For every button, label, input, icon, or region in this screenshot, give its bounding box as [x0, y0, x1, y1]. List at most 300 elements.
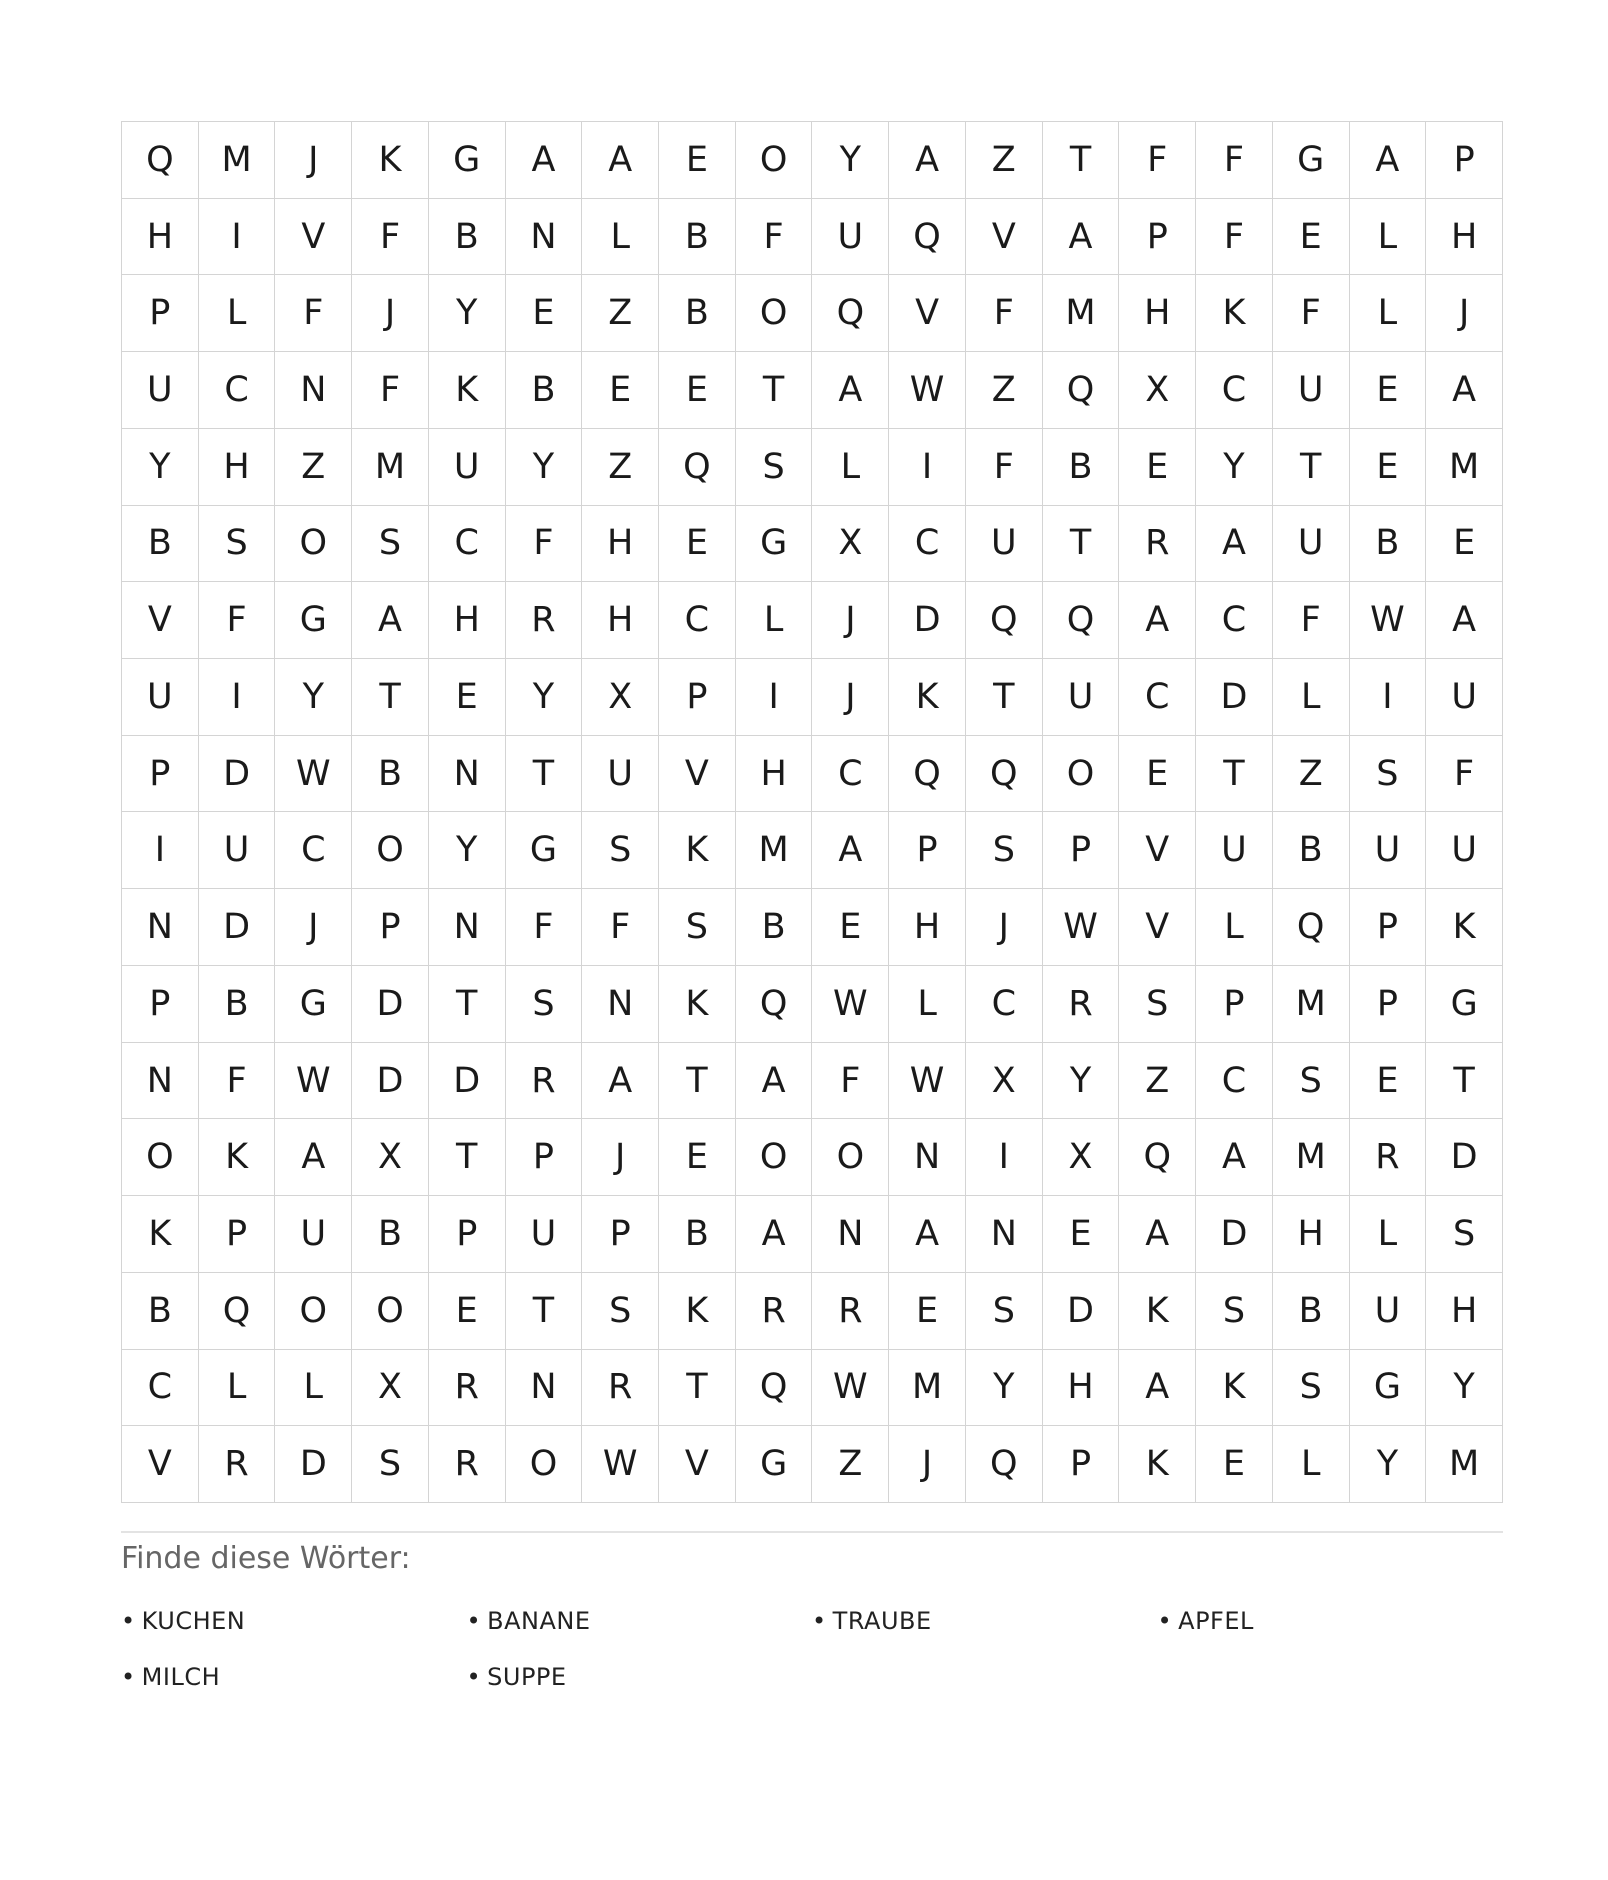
grid-cell[interactable]: U [966, 506, 1043, 583]
grid-cell[interactable]: O [736, 1119, 813, 1196]
grid-cell[interactable]: H [1043, 1350, 1120, 1427]
grid-cell[interactable]: Y [275, 659, 352, 736]
grid-cell[interactable]: K [1119, 1426, 1196, 1503]
grid-cell[interactable]: Q [966, 1426, 1043, 1503]
grid-cell[interactable]: T [659, 1043, 736, 1120]
grid-cell[interactable]: O [736, 275, 813, 352]
grid-cell[interactable]: A [1119, 1196, 1196, 1273]
grid-cell[interactable]: L [1350, 199, 1427, 276]
grid-cell[interactable]: Q [1119, 1119, 1196, 1196]
grid-cell[interactable]: V [659, 1426, 736, 1503]
grid-cell[interactable]: U [506, 1196, 583, 1273]
grid-cell[interactable]: X [1043, 1119, 1120, 1196]
grid-cell[interactable]: A [812, 352, 889, 429]
grid-cell[interactable]: D [199, 736, 276, 813]
grid-cell[interactable]: B [1350, 506, 1427, 583]
grid-cell[interactable]: J [275, 889, 352, 966]
grid-cell[interactable]: A [736, 1043, 813, 1120]
grid-cell[interactable]: H [1273, 1196, 1350, 1273]
grid-cell[interactable]: Q [122, 122, 199, 199]
grid-cell[interactable]: P [1043, 1426, 1120, 1503]
grid-cell[interactable]: T [1196, 736, 1273, 813]
grid-cell[interactable]: U [582, 736, 659, 813]
grid-cell[interactable]: H [889, 889, 966, 966]
grid-cell[interactable]: Z [1119, 1043, 1196, 1120]
grid-cell[interactable]: E [1196, 1426, 1273, 1503]
grid-cell[interactable]: T [506, 736, 583, 813]
grid-cell[interactable]: U [1273, 506, 1350, 583]
grid-cell[interactable]: M [1273, 1119, 1350, 1196]
grid-cell[interactable]: J [889, 1426, 966, 1503]
grid-cell[interactable]: K [352, 122, 429, 199]
grid-cell[interactable]: L [199, 275, 276, 352]
grid-cell[interactable]: H [582, 506, 659, 583]
grid-cell[interactable]: T [429, 966, 506, 1043]
grid-cell[interactable]: Q [199, 1273, 276, 1350]
grid-cell[interactable]: L [1350, 275, 1427, 352]
grid-cell[interactable]: K [199, 1119, 276, 1196]
grid-cell[interactable]: R [812, 1273, 889, 1350]
grid-cell[interactable]: B [1273, 1273, 1350, 1350]
grid-cell[interactable]: F [812, 1043, 889, 1120]
grid-cell[interactable]: F [352, 199, 429, 276]
grid-cell[interactable]: H [1119, 275, 1196, 352]
grid-cell[interactable]: C [199, 352, 276, 429]
grid-cell[interactable]: L [736, 582, 813, 659]
grid-cell[interactable]: R [506, 582, 583, 659]
grid-cell[interactable]: V [659, 736, 736, 813]
grid-cell[interactable]: Y [1196, 429, 1273, 506]
grid-cell[interactable]: Z [966, 352, 1043, 429]
grid-cell[interactable]: V [122, 1426, 199, 1503]
grid-cell[interactable]: Y [429, 812, 506, 889]
grid-cell[interactable]: P [199, 1196, 276, 1273]
grid-cell[interactable]: A [275, 1119, 352, 1196]
grid-cell[interactable]: O [122, 1119, 199, 1196]
grid-cell[interactable]: P [659, 659, 736, 736]
grid-cell[interactable]: C [122, 1350, 199, 1427]
grid-cell[interactable]: M [736, 812, 813, 889]
grid-cell[interactable]: U [429, 429, 506, 506]
grid-cell[interactable]: O [275, 1273, 352, 1350]
grid-cell[interactable]: S [1350, 736, 1427, 813]
grid-cell[interactable]: N [506, 1350, 583, 1427]
grid-cell[interactable]: X [812, 506, 889, 583]
grid-cell[interactable]: P [1119, 199, 1196, 276]
grid-cell[interactable]: J [275, 122, 352, 199]
grid-cell[interactable]: U [122, 352, 199, 429]
grid-cell[interactable]: O [736, 122, 813, 199]
grid-cell[interactable]: A [1043, 199, 1120, 276]
grid-cell[interactable]: U [1273, 352, 1350, 429]
grid-cell[interactable]: A [812, 812, 889, 889]
grid-cell[interactable]: A [1426, 352, 1503, 429]
grid-cell[interactable]: D [199, 889, 276, 966]
grid-cell[interactable]: G [1426, 966, 1503, 1043]
grid-cell[interactable]: Q [736, 1350, 813, 1427]
grid-cell[interactable]: I [122, 812, 199, 889]
grid-cell[interactable]: S [1196, 1273, 1273, 1350]
grid-cell[interactable]: E [1273, 199, 1350, 276]
grid-cell[interactable]: C [1196, 582, 1273, 659]
grid-cell[interactable]: K [429, 352, 506, 429]
grid-cell[interactable]: P [122, 736, 199, 813]
grid-cell[interactable]: F [582, 889, 659, 966]
grid-cell[interactable]: B [122, 1273, 199, 1350]
grid-cell[interactable]: K [659, 1273, 736, 1350]
grid-cell[interactable]: T [736, 352, 813, 429]
grid-cell[interactable]: Q [889, 736, 966, 813]
grid-cell[interactable]: L [1273, 659, 1350, 736]
grid-cell[interactable]: X [352, 1119, 429, 1196]
grid-cell[interactable]: S [1119, 966, 1196, 1043]
grid-cell[interactable]: V [966, 199, 1043, 276]
grid-cell[interactable]: S [966, 1273, 1043, 1350]
grid-cell[interactable]: D [352, 1043, 429, 1120]
grid-cell[interactable]: W [1350, 582, 1427, 659]
grid-cell[interactable]: D [1196, 659, 1273, 736]
grid-cell[interactable]: W [582, 1426, 659, 1503]
grid-cell[interactable]: O [352, 1273, 429, 1350]
grid-cell[interactable]: E [1119, 429, 1196, 506]
grid-cell[interactable]: L [812, 429, 889, 506]
grid-cell[interactable]: Q [1043, 352, 1120, 429]
grid-cell[interactable]: U [812, 199, 889, 276]
grid-cell[interactable]: X [966, 1043, 1043, 1120]
grid-cell[interactable]: L [1350, 1196, 1427, 1273]
grid-cell[interactable]: B [199, 966, 276, 1043]
grid-cell[interactable]: G [1350, 1350, 1427, 1427]
grid-cell[interactable]: L [1196, 889, 1273, 966]
grid-cell[interactable]: D [1043, 1273, 1120, 1350]
grid-cell[interactable]: A [1196, 1119, 1273, 1196]
grid-cell[interactable]: F [275, 275, 352, 352]
grid-cell[interactable]: H [122, 199, 199, 276]
grid-cell[interactable]: F [199, 1043, 276, 1120]
grid-cell[interactable]: E [429, 659, 506, 736]
grid-cell[interactable]: W [889, 1043, 966, 1120]
grid-cell[interactable]: F [1426, 736, 1503, 813]
grid-cell[interactable]: E [1043, 1196, 1120, 1273]
grid-cell[interactable]: Q [736, 966, 813, 1043]
grid-cell[interactable]: B [659, 199, 736, 276]
grid-cell[interactable]: M [1273, 966, 1350, 1043]
grid-cell[interactable]: T [966, 659, 1043, 736]
grid-cell[interactable]: V [1119, 889, 1196, 966]
grid-cell[interactable]: Y [122, 429, 199, 506]
grid-cell[interactable]: R [1043, 966, 1120, 1043]
grid-cell[interactable]: Q [812, 275, 889, 352]
grid-cell[interactable]: N [429, 889, 506, 966]
grid-cell[interactable]: A [889, 1196, 966, 1273]
grid-cell[interactable]: M [1426, 1426, 1503, 1503]
grid-cell[interactable]: Y [1426, 1350, 1503, 1427]
grid-cell[interactable]: F [1196, 199, 1273, 276]
grid-cell[interactable]: G [1273, 122, 1350, 199]
grid-cell[interactable]: P [506, 1119, 583, 1196]
grid-cell[interactable]: D [1196, 1196, 1273, 1273]
grid-cell[interactable]: S [506, 966, 583, 1043]
grid-cell[interactable]: P [889, 812, 966, 889]
grid-cell[interactable]: I [966, 1119, 1043, 1196]
grid-cell[interactable]: Y [506, 429, 583, 506]
grid-cell[interactable]: I [1350, 659, 1427, 736]
grid-cell[interactable]: R [429, 1426, 506, 1503]
grid-cell[interactable]: C [659, 582, 736, 659]
grid-cell[interactable]: H [736, 736, 813, 813]
grid-cell[interactable]: F [1273, 275, 1350, 352]
grid-cell[interactable]: P [352, 889, 429, 966]
grid-cell[interactable]: F [199, 582, 276, 659]
grid-cell[interactable]: E [889, 1273, 966, 1350]
grid-cell[interactable]: R [582, 1350, 659, 1427]
grid-cell[interactable]: T [429, 1119, 506, 1196]
grid-cell[interactable]: S [352, 1426, 429, 1503]
grid-cell[interactable]: G [275, 582, 352, 659]
grid-cell[interactable]: R [199, 1426, 276, 1503]
grid-cell[interactable]: Q [1273, 889, 1350, 966]
grid-cell[interactable]: W [275, 1043, 352, 1120]
grid-cell[interactable]: E [582, 352, 659, 429]
grid-cell[interactable]: B [659, 1196, 736, 1273]
grid-cell[interactable]: A [352, 582, 429, 659]
grid-cell[interactable]: S [659, 889, 736, 966]
grid-cell[interactable]: L [199, 1350, 276, 1427]
grid-cell[interactable]: K [1119, 1273, 1196, 1350]
grid-cell[interactable]: X [1119, 352, 1196, 429]
grid-cell[interactable]: N [966, 1196, 1043, 1273]
grid-cell[interactable]: Z [966, 122, 1043, 199]
grid-cell[interactable]: U [1043, 659, 1120, 736]
grid-cell[interactable]: N [122, 889, 199, 966]
grid-cell[interactable]: A [1426, 582, 1503, 659]
grid-cell[interactable]: F [1196, 122, 1273, 199]
grid-cell[interactable]: K [659, 812, 736, 889]
grid-cell[interactable]: W [889, 352, 966, 429]
grid-cell[interactable]: T [352, 659, 429, 736]
grid-cell[interactable]: U [122, 659, 199, 736]
grid-cell[interactable]: V [275, 199, 352, 276]
grid-cell[interactable]: Z [812, 1426, 889, 1503]
grid-cell[interactable]: D [429, 1043, 506, 1120]
grid-cell[interactable]: C [812, 736, 889, 813]
grid-cell[interactable]: E [506, 275, 583, 352]
grid-cell[interactable]: H [1426, 1273, 1503, 1350]
grid-cell[interactable]: T [1043, 506, 1120, 583]
grid-cell[interactable]: H [429, 582, 506, 659]
grid-cell[interactable]: A [736, 1196, 813, 1273]
grid-cell[interactable]: C [1196, 1043, 1273, 1120]
grid-cell[interactable]: P [1426, 122, 1503, 199]
grid-cell[interactable]: K [1196, 275, 1273, 352]
grid-cell[interactable]: V [889, 275, 966, 352]
grid-cell[interactable]: A [889, 122, 966, 199]
grid-cell[interactable]: C [429, 506, 506, 583]
grid-cell[interactable]: P [1350, 889, 1427, 966]
grid-cell[interactable]: C [1196, 352, 1273, 429]
grid-cell[interactable]: N [506, 199, 583, 276]
grid-cell[interactable]: U [1426, 659, 1503, 736]
grid-cell[interactable]: E [429, 1273, 506, 1350]
grid-cell[interactable]: H [1426, 199, 1503, 276]
grid-cell[interactable]: A [1196, 506, 1273, 583]
grid-cell[interactable]: E [1350, 429, 1427, 506]
grid-cell[interactable]: H [582, 582, 659, 659]
grid-cell[interactable]: B [506, 352, 583, 429]
grid-cell[interactable]: O [275, 506, 352, 583]
grid-cell[interactable]: P [122, 275, 199, 352]
grid-cell[interactable]: W [275, 736, 352, 813]
grid-cell[interactable]: Z [275, 429, 352, 506]
grid-cell[interactable]: B [352, 1196, 429, 1273]
grid-cell[interactable]: J [812, 582, 889, 659]
grid-cell[interactable]: U [275, 1196, 352, 1273]
grid-cell[interactable]: U [1350, 812, 1427, 889]
grid-cell[interactable]: S [582, 812, 659, 889]
grid-cell[interactable]: S [352, 506, 429, 583]
grid-cell[interactable]: R [429, 1350, 506, 1427]
grid-cell[interactable]: F [506, 889, 583, 966]
grid-cell[interactable]: N [275, 352, 352, 429]
grid-cell[interactable]: C [1119, 659, 1196, 736]
grid-cell[interactable]: B [352, 736, 429, 813]
grid-cell[interactable]: E [1350, 352, 1427, 429]
grid-cell[interactable]: E [659, 122, 736, 199]
grid-cell[interactable]: D [352, 966, 429, 1043]
grid-cell[interactable]: C [966, 966, 1043, 1043]
grid-cell[interactable]: P [1350, 966, 1427, 1043]
grid-cell[interactable]: N [582, 966, 659, 1043]
grid-cell[interactable]: V [1119, 812, 1196, 889]
grid-cell[interactable]: L [1273, 1426, 1350, 1503]
grid-cell[interactable]: T [506, 1273, 583, 1350]
grid-cell[interactable]: R [1350, 1119, 1427, 1196]
grid-cell[interactable]: I [736, 659, 813, 736]
grid-cell[interactable]: Q [889, 199, 966, 276]
grid-cell[interactable]: E [1350, 1043, 1427, 1120]
grid-cell[interactable]: E [659, 506, 736, 583]
grid-cell[interactable]: R [506, 1043, 583, 1120]
grid-cell[interactable]: C [889, 506, 966, 583]
grid-cell[interactable]: G [736, 1426, 813, 1503]
grid-cell[interactable]: L [582, 199, 659, 276]
grid-cell[interactable]: E [659, 1119, 736, 1196]
grid-cell[interactable]: S [1273, 1043, 1350, 1120]
grid-cell[interactable]: F [736, 199, 813, 276]
grid-cell[interactable]: N [122, 1043, 199, 1120]
grid-cell[interactable]: D [889, 582, 966, 659]
grid-cell[interactable]: G [429, 122, 506, 199]
grid-cell[interactable]: Y [812, 122, 889, 199]
grid-cell[interactable]: W [812, 1350, 889, 1427]
grid-cell[interactable]: E [812, 889, 889, 966]
grid-cell[interactable]: Y [506, 659, 583, 736]
grid-cell[interactable]: O [352, 812, 429, 889]
grid-cell[interactable]: D [275, 1426, 352, 1503]
grid-cell[interactable]: S [1273, 1350, 1350, 1427]
grid-cell[interactable]: Y [966, 1350, 1043, 1427]
grid-cell[interactable]: Z [1273, 736, 1350, 813]
grid-cell[interactable]: F [506, 506, 583, 583]
grid-cell[interactable]: K [122, 1196, 199, 1273]
grid-cell[interactable]: B [429, 199, 506, 276]
grid-cell[interactable]: O [1043, 736, 1120, 813]
grid-cell[interactable]: A [1350, 122, 1427, 199]
grid-cell[interactable]: D [1426, 1119, 1503, 1196]
grid-cell[interactable]: O [812, 1119, 889, 1196]
grid-cell[interactable]: U [1426, 812, 1503, 889]
grid-cell[interactable]: A [582, 122, 659, 199]
grid-cell[interactable]: G [736, 506, 813, 583]
grid-cell[interactable]: A [1119, 582, 1196, 659]
grid-cell[interactable]: S [199, 506, 276, 583]
grid-cell[interactable]: T [1043, 122, 1120, 199]
grid-cell[interactable]: W [1043, 889, 1120, 966]
grid-cell[interactable]: E [659, 352, 736, 429]
grid-cell[interactable]: M [889, 1350, 966, 1427]
grid-cell[interactable]: M [1426, 429, 1503, 506]
grid-cell[interactable]: E [1426, 506, 1503, 583]
grid-cell[interactable]: Q [966, 582, 1043, 659]
grid-cell[interactable]: X [352, 1350, 429, 1427]
grid-cell[interactable]: T [659, 1350, 736, 1427]
grid-cell[interactable]: R [1119, 506, 1196, 583]
grid-cell[interactable]: F [966, 429, 1043, 506]
grid-cell[interactable]: Z [582, 275, 659, 352]
grid-cell[interactable]: Y [1043, 1043, 1120, 1120]
grid-cell[interactable]: U [1196, 812, 1273, 889]
grid-cell[interactable]: P [122, 966, 199, 1043]
grid-cell[interactable]: Y [1350, 1426, 1427, 1503]
grid-cell[interactable]: P [1043, 812, 1120, 889]
grid-cell[interactable]: B [1273, 812, 1350, 889]
grid-cell[interactable]: J [582, 1119, 659, 1196]
grid-cell[interactable]: U [1350, 1273, 1427, 1350]
grid-cell[interactable]: L [889, 966, 966, 1043]
grid-cell[interactable]: F [1119, 122, 1196, 199]
grid-cell[interactable]: F [352, 352, 429, 429]
grid-cell[interactable]: S [966, 812, 1043, 889]
grid-cell[interactable]: T [1273, 429, 1350, 506]
grid-cell[interactable]: F [966, 275, 1043, 352]
grid-cell[interactable]: K [659, 966, 736, 1043]
grid-cell[interactable]: Y [429, 275, 506, 352]
grid-cell[interactable]: B [736, 889, 813, 966]
grid-cell[interactable]: B [122, 506, 199, 583]
grid-cell[interactable]: O [506, 1426, 583, 1503]
grid-cell[interactable]: F [1273, 582, 1350, 659]
grid-cell[interactable]: I [889, 429, 966, 506]
grid-cell[interactable]: P [582, 1196, 659, 1273]
grid-cell[interactable]: K [1426, 889, 1503, 966]
grid-cell[interactable]: S [1426, 1196, 1503, 1273]
grid-cell[interactable]: G [506, 812, 583, 889]
grid-cell[interactable]: T [1426, 1043, 1503, 1120]
grid-cell[interactable]: I [199, 659, 276, 736]
grid-cell[interactable]: B [1043, 429, 1120, 506]
grid-cell[interactable]: K [889, 659, 966, 736]
grid-cell[interactable]: C [275, 812, 352, 889]
grid-cell[interactable]: S [736, 429, 813, 506]
grid-cell[interactable]: S [582, 1273, 659, 1350]
grid-cell[interactable]: N [812, 1196, 889, 1273]
grid-cell[interactable]: X [582, 659, 659, 736]
grid-cell[interactable]: Z [582, 429, 659, 506]
grid-cell[interactable]: Q [966, 736, 1043, 813]
grid-cell[interactable]: R [736, 1273, 813, 1350]
grid-cell[interactable]: A [1119, 1350, 1196, 1427]
grid-cell[interactable]: J [812, 659, 889, 736]
